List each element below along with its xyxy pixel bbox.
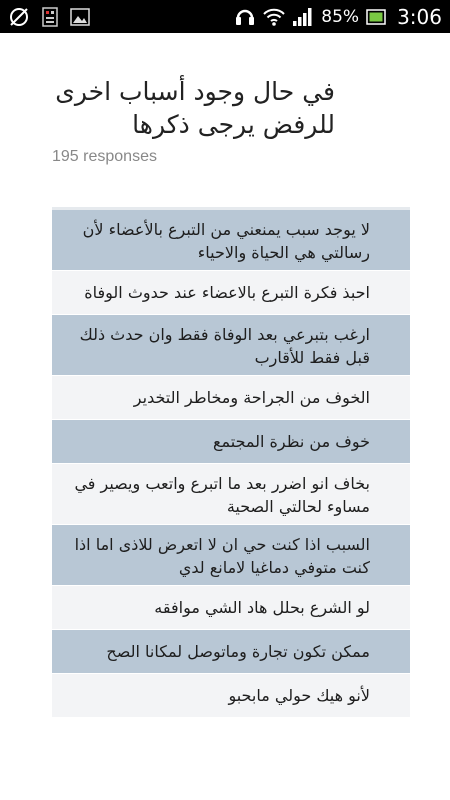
no-sync-icon <box>8 6 30 28</box>
list-item <box>52 271 410 315</box>
clock: 3:06 <box>397 4 442 29</box>
response-text: الخوف من الجراحة ومخاطر التخدير <box>133 388 370 407</box>
list-item <box>52 525 410 586</box>
response-text: بخاف انو اضرر بعد ما اتبرع واتعب ويصير في مساوء لحالتي الصحية <box>74 474 370 516</box>
list-item <box>52 674 410 718</box>
image-icon <box>70 8 90 26</box>
battery-percent: 85% <box>321 6 360 27</box>
list-item <box>52 464 410 525</box>
list-item <box>52 315 410 376</box>
battery-icon <box>366 9 386 25</box>
list-item <box>52 630 410 674</box>
status-bar <box>0 0 450 33</box>
list-item <box>52 586 410 630</box>
sim-alert-icon <box>42 7 58 27</box>
response-text: لا يوجد سبب يمنعني من التبرع بالأعضاء لأن رسالتي هي الحياة والاحياء <box>82 220 370 262</box>
response-list <box>52 207 410 718</box>
survey-summary <box>0 33 450 800</box>
wifi-icon <box>263 7 285 27</box>
headset-icon <box>234 6 256 28</box>
response-text: السبب اذا كنت حي ان لا اتعرض للاذى اما اذا كنت متوفي دماغيا لامانع لدي <box>74 535 370 577</box>
response-text: لأنو هيك حولي مابحبو <box>228 686 370 705</box>
system-icons <box>234 5 442 29</box>
response-count: 195 responses <box>52 148 157 165</box>
list-item <box>52 420 410 464</box>
question-title: في حال وجود أسباب اخرى للرفض يرجى ذكرها <box>55 77 335 139</box>
list-item <box>52 376 410 420</box>
signal-icon <box>292 7 314 27</box>
response-text: احبذ فكرة التبرع بالاعضاء عند حدوث الوفاة <box>84 283 370 302</box>
response-text: ارغب بتبرعي بعد الوفاة فقط وان حدث ذلك قبل فقط للأقارب <box>79 325 370 367</box>
notification-icons <box>8 6 90 28</box>
list-item <box>52 210 410 271</box>
response-text: ممكن تكون تجارة وماتوصل لمكانا الصح <box>106 642 370 661</box>
response-text: خوف من نظرة المجتمع <box>212 432 370 451</box>
response-text: لو الشرع بحلل هاد الشي موافقه <box>154 598 370 617</box>
